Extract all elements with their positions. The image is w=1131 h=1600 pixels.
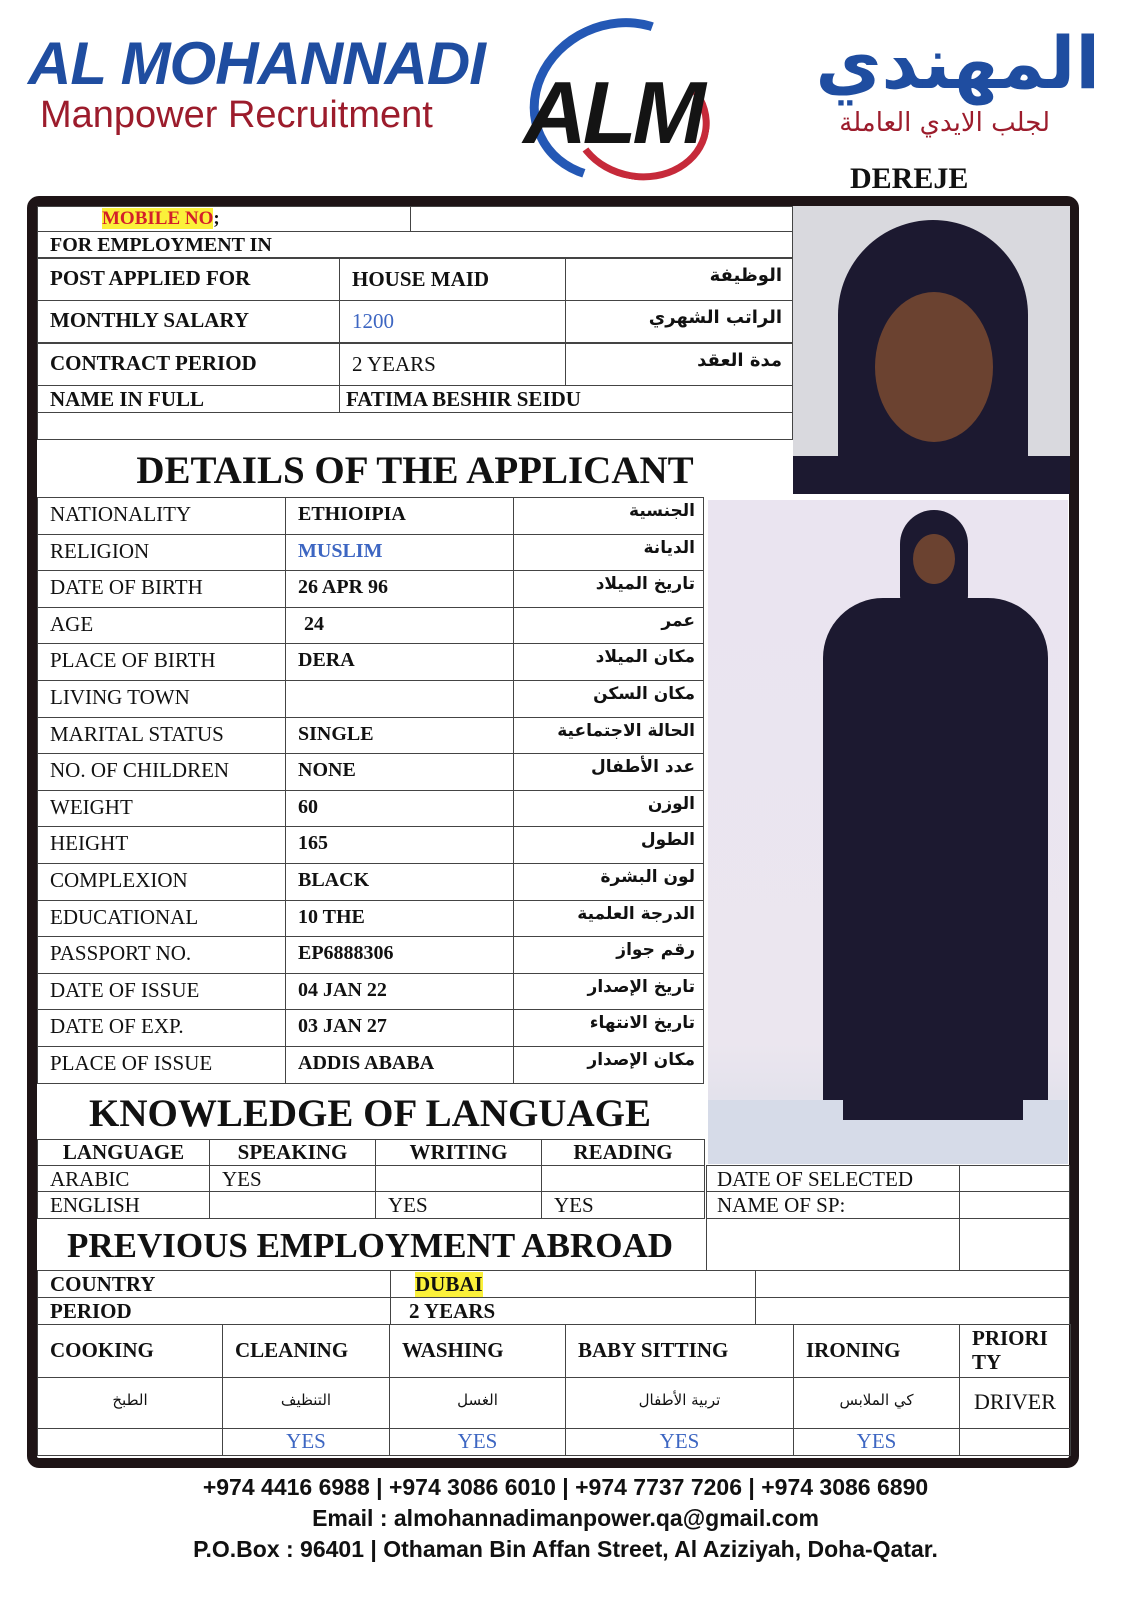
- detail-label-cell: [37, 936, 286, 974]
- skill-header-cell: [565, 1324, 794, 1378]
- detail-value: DERA: [298, 649, 355, 671]
- detail-label: DATE OF EXP.: [50, 1014, 184, 1038]
- detail-value: NONE: [298, 759, 356, 781]
- job-field-arabic: الوظيفة: [709, 265, 782, 286]
- detail-arabic: عدد الأطفال: [591, 757, 695, 777]
- skill-arabic: الطبخ: [112, 1391, 148, 1409]
- job-field-value: 1200: [352, 309, 394, 333]
- job-arabic-cell: [565, 300, 793, 343]
- language-header-cell: [541, 1139, 705, 1166]
- alm-logo-icon: [500, 18, 725, 178]
- detail-label-cell: [37, 973, 286, 1010]
- logo-letters: ALM: [523, 63, 702, 162]
- skill-priority-value: DRIVER: [974, 1389, 1056, 1414]
- period-value-cell: [390, 1297, 756, 1325]
- date-selected-cell: [706, 1165, 960, 1192]
- skill-arabic: التنظيف: [280, 1391, 332, 1409]
- period-label: PERIOD: [50, 1299, 132, 1323]
- detail-value-cell: [285, 497, 514, 535]
- skill-header: WASHING: [402, 1338, 504, 1362]
- detail-value: 04 JAN 22: [298, 979, 387, 1001]
- detail-arabic-cell: [513, 973, 704, 1010]
- detail-label-cell: [37, 1046, 286, 1084]
- language-cell: [375, 1165, 542, 1192]
- side-blank-cell-2: [959, 1218, 1070, 1271]
- skill-arabic: كي الملابس: [839, 1391, 914, 1409]
- letterhead: [0, 0, 1131, 195]
- sp-name-cell: [706, 1191, 960, 1219]
- detail-arabic: مكان الإصدار: [587, 1050, 695, 1070]
- language-header: WRITING: [409, 1140, 508, 1164]
- detail-label-cell: [37, 717, 286, 754]
- period-value: 2 YEARS: [409, 1299, 496, 1323]
- job-value-cell: [339, 343, 566, 386]
- skill-header-cell: [389, 1324, 566, 1378]
- detail-arabic-cell: [513, 1009, 704, 1047]
- employment-label: FOR EMPLOYMENT IN: [50, 234, 272, 256]
- country-extra-cell: [755, 1270, 1070, 1298]
- detail-value-cell: [285, 607, 514, 644]
- country-value: DUBAI: [415, 1272, 483, 1296]
- language-header-cell: [209, 1139, 376, 1166]
- detail-arabic: الوزن: [647, 794, 695, 814]
- detail-label-cell: [37, 607, 286, 644]
- language-header: LANGUAGE: [62, 1140, 185, 1164]
- detail-label-cell: [37, 534, 286, 571]
- detail-label-cell: [37, 900, 286, 937]
- detail-label-cell: [37, 826, 286, 864]
- detail-arabic: تاريخ الميلاد: [595, 574, 695, 594]
- detail-arabic-cell: [513, 643, 704, 681]
- skill-answer-cell: [37, 1428, 223, 1456]
- detail-value-cell: [285, 936, 514, 974]
- skill-header-cell: [959, 1324, 1071, 1378]
- language-header-cell: [375, 1139, 542, 1166]
- language-cell: [375, 1191, 542, 1219]
- detail-arabic: تاريخ الانتهاء: [589, 1013, 695, 1033]
- detail-value-cell: [285, 534, 514, 571]
- detail-arabic: الدرجة العلمية: [577, 904, 695, 924]
- skill-header: PRIORI TY: [972, 1326, 1048, 1374]
- phone-numbers: +974 4416 6988 | +974 3086 6010 | +974 7737 7206 | +974 3086 6890: [202, 1474, 929, 1500]
- email-address: Email : almohannadimanpower.qa@gmail.com: [312, 1505, 819, 1531]
- language-answer: YES: [222, 1167, 262, 1191]
- detail-label-cell: [37, 680, 286, 718]
- detail-value-cell: [285, 717, 514, 754]
- detail-arabic-cell: [513, 900, 704, 937]
- detail-value: 10 THE: [298, 906, 365, 928]
- detail-arabic: مكان الميلاد: [595, 647, 695, 667]
- contact-footer: [0, 1472, 1131, 1565]
- skill-header: CLEANING: [235, 1338, 349, 1362]
- detail-arabic: عمر: [661, 611, 695, 631]
- job-field-arabic: مدة العقد: [697, 350, 782, 371]
- applicant-full-length-photo: [708, 500, 1068, 1164]
- detail-label: PLACE OF BIRTH: [50, 648, 216, 672]
- blank-row: [37, 412, 793, 440]
- country-value-cell: [390, 1270, 756, 1298]
- job-value-cell: [339, 258, 566, 301]
- job-field-value: 2 YEARS: [352, 352, 436, 376]
- detail-value-cell: [285, 680, 514, 718]
- detail-label: PASSPORT NO.: [50, 941, 192, 965]
- language-cell: [541, 1191, 705, 1219]
- skill-arabic-cell: [565, 1377, 794, 1429]
- detail-label: AGE: [50, 612, 94, 636]
- detail-arabic-cell: [513, 790, 704, 827]
- detail-label-cell: [37, 753, 286, 791]
- language-name: ENGLISH: [50, 1193, 140, 1217]
- detail-value: ADDIS ABABA: [298, 1052, 435, 1074]
- skill-answer: YES: [856, 1429, 897, 1453]
- agent-name: DEREJE: [850, 162, 969, 195]
- detail-label: MARITAL STATUS: [50, 722, 224, 746]
- date-selected-label: DATE OF SELECTED: [717, 1167, 913, 1191]
- detail-label-cell: [37, 790, 286, 827]
- detail-value: BLACK: [298, 869, 370, 891]
- detail-label: COMPLEXION: [50, 868, 188, 892]
- language-header: READING: [573, 1140, 673, 1164]
- detail-label: HEIGHT: [50, 831, 129, 855]
- skill-arabic: الغسل: [457, 1391, 498, 1409]
- skill-header: BABY SITTING: [578, 1338, 729, 1362]
- job-label-cell: [37, 300, 340, 343]
- company-name-arabic: المهندي: [815, 21, 1100, 105]
- job-field-label: POST APPLIED FOR: [50, 266, 251, 290]
- detail-arabic-cell: [513, 753, 704, 791]
- detail-label-cell: [37, 863, 286, 901]
- skill-arabic-cell: [222, 1377, 390, 1429]
- skill-answer: YES: [286, 1429, 326, 1453]
- detail-arabic-cell: [513, 607, 704, 644]
- detail-arabic-cell: [513, 680, 704, 718]
- language-header: SPEAKING: [237, 1140, 348, 1164]
- detail-label: DATE OF ISSUE: [50, 978, 200, 1002]
- detail-value: 26 APR 96: [298, 576, 388, 598]
- detail-value: MUSLIM: [298, 540, 383, 562]
- sp-name-label: NAME OF SP:: [717, 1193, 846, 1217]
- job-field-value: HOUSE MAID: [352, 267, 490, 291]
- company-logo-english: [28, 30, 498, 136]
- period-label-cell: [37, 1297, 391, 1325]
- detail-arabic-cell: [513, 570, 704, 608]
- company-subtitle-arabic: لجلب الايدي العاملة: [839, 108, 1050, 138]
- detail-value: 03 JAN 27: [298, 1015, 387, 1037]
- detail-label: LIVING TOWN: [50, 685, 190, 709]
- detail-value: EP6888306: [298, 942, 394, 964]
- skill-header-cell: [222, 1324, 390, 1378]
- language-answer: YES: [388, 1193, 428, 1217]
- skill-arabic: تربية الأطفال: [638, 1391, 721, 1409]
- job-label-cell: [37, 343, 340, 386]
- language-answer: YES: [554, 1193, 594, 1217]
- detail-arabic: الجنسية: [629, 501, 695, 521]
- language-cell: [209, 1165, 376, 1192]
- detail-value-cell: [285, 570, 514, 608]
- detail-arabic-cell: [513, 863, 704, 901]
- skill-answer-cell: [793, 1428, 960, 1456]
- language-cell: [37, 1191, 210, 1219]
- detail-arabic: الحالة الاجتماعية: [557, 721, 695, 741]
- detail-value-cell: [285, 790, 514, 827]
- detail-value-cell: [285, 1009, 514, 1047]
- company-subtitle: Manpower Recruitment: [40, 94, 433, 136]
- mobile-value-cell: [410, 206, 793, 232]
- detail-arabic-cell: [513, 1046, 704, 1084]
- detail-value-cell: [285, 900, 514, 937]
- country-label-cell: [37, 1270, 391, 1298]
- language-cell: [541, 1165, 705, 1192]
- skill-answer-cell: [565, 1428, 794, 1456]
- detail-value-cell: [285, 863, 514, 901]
- detail-arabic: لون البشرة: [600, 867, 695, 887]
- detail-label: PLACE OF ISSUE: [50, 1051, 213, 1075]
- name-label: NAME IN FULL: [50, 387, 205, 411]
- detail-value-cell: [285, 643, 514, 681]
- company-logo-arabic: [730, 18, 1100, 138]
- detail-label: DATE OF BIRTH: [50, 575, 203, 599]
- job-value-cell: [339, 300, 566, 343]
- detail-value-cell: [285, 826, 514, 864]
- detail-value: 165: [298, 832, 328, 854]
- name-value-cell: [339, 385, 793, 413]
- company-name: AL MOHANNADI: [28, 30, 485, 97]
- detail-value-cell: [285, 753, 514, 791]
- detail-label: RELIGION: [50, 539, 150, 563]
- detail-label: NO. OF CHILDREN: [50, 758, 230, 782]
- job-field-label: CONTRACT PERIOD: [50, 351, 257, 375]
- detail-value: 60: [298, 796, 318, 818]
- skill-header-cell: [37, 1324, 223, 1378]
- detail-label-cell: [37, 1009, 286, 1047]
- detail-arabic-cell: [513, 936, 704, 974]
- detail-label: WEIGHT: [50, 795, 133, 819]
- skill-answer: YES: [659, 1429, 700, 1453]
- detail-arabic-cell: [513, 717, 704, 754]
- details-title: DETAILS OF THE APPLICANT: [136, 449, 694, 492]
- skill-header-cell: [793, 1324, 960, 1378]
- skill-header: IRONING: [806, 1338, 901, 1362]
- detail-value-cell: [285, 1046, 514, 1084]
- detail-label-cell: [37, 497, 286, 535]
- detail-label: NATIONALITY: [50, 502, 192, 526]
- detail-arabic: الديانة: [643, 538, 695, 558]
- period-extra-cell: [755, 1297, 1070, 1325]
- detail-arabic: تاريخ الإصدار: [587, 977, 695, 997]
- sp-name-value: [959, 1191, 1070, 1219]
- detail-arabic: الطول: [640, 830, 695, 850]
- detail-arabic-cell: [513, 497, 704, 535]
- skill-arabic-cell: [389, 1377, 566, 1429]
- detail-label-cell: [37, 570, 286, 608]
- skill-arabic-cell: [37, 1377, 223, 1429]
- skill-answer-cell: [389, 1428, 566, 1456]
- job-field-arabic: الراتب الشهري: [648, 307, 782, 328]
- detail-value: ETHIOIPIA: [298, 503, 406, 525]
- skill-header: COOKING: [50, 1338, 154, 1362]
- detail-value-cell: [285, 973, 514, 1010]
- detail-value: SINGLE: [298, 723, 374, 745]
- detail-value: 24: [304, 613, 324, 635]
- detail-arabic: رقم جواز: [616, 940, 695, 960]
- skill-answer-cell: [959, 1428, 1071, 1456]
- postal-address: P.O.Box : 96401 | Othaman Bin Affan Street, Al Aziziyah, Doha-Qatar.: [193, 1536, 938, 1562]
- date-selected-value: [959, 1165, 1070, 1192]
- detail-arabic: مكان السكن: [593, 684, 695, 704]
- detail-label-cell: [37, 643, 286, 681]
- job-arabic-cell: [565, 343, 793, 386]
- detail-label: EDUCATIONAL: [50, 905, 199, 929]
- mobile-label-cell: MOBILE NO;: [37, 206, 411, 232]
- employment-row: [37, 231, 793, 258]
- detail-arabic-cell: [513, 534, 704, 571]
- job-field-label: MONTHLY SALARY: [50, 308, 249, 332]
- skill-arabic-cell: [959, 1377, 1071, 1429]
- mobile-label: MOBILE NO: [102, 208, 214, 229]
- language-cell: [209, 1191, 376, 1219]
- country-label: COUNTRY: [50, 1272, 156, 1296]
- full-name: FATIMA BESHIR SEIDU: [346, 387, 581, 411]
- skill-answer-cell: [222, 1428, 390, 1456]
- skill-arabic-cell: [793, 1377, 960, 1429]
- language-name: ARABIC: [50, 1167, 130, 1191]
- skill-answer: YES: [457, 1429, 498, 1453]
- name-label-cell: [37, 385, 340, 413]
- previous-employment-title: PREVIOUS EMPLOYMENT ABROAD: [66, 1226, 674, 1265]
- applicant-headshot-photo: [793, 206, 1070, 494]
- job-arabic-cell: [565, 258, 793, 301]
- language-header-cell: [37, 1139, 210, 1166]
- job-label-cell: [37, 258, 340, 301]
- detail-arabic-cell: [513, 826, 704, 864]
- side-blank-cell: [706, 1218, 960, 1271]
- language-title: KNOWLEDGE OF LANGUAGE: [89, 1092, 651, 1135]
- language-cell: [37, 1165, 210, 1192]
